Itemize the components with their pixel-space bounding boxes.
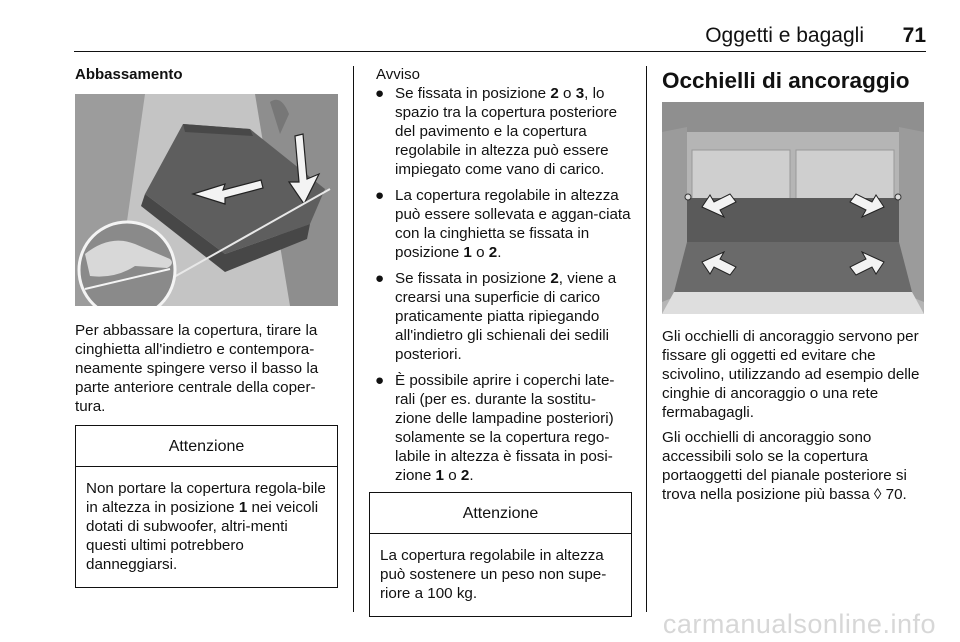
- notice-list: [369, 84, 632, 485]
- notice-label: Avviso: [376, 66, 420, 83]
- section-heading: Occhielli di ancoraggio: [662, 68, 910, 93]
- column-left: [75, 66, 338, 588]
- warning-heading: Attenzione: [370, 493, 631, 534]
- list-item: ● Se fissata in posizione 2, viene a crearsi una superficie di carico praticamente piatta ripiegando all'indietro gli schienali dei sedili posteriori.: [375, 270, 617, 363]
- warning-box: [369, 492, 632, 617]
- warning-box: [75, 425, 338, 588]
- anchor-eyes-description: Gli occhielli di ancoraggio servono per fissare gli oggetti ed evitare che scivolino, utilizzando ad esempio delle cinghie di ancoraggio o una rete fermabagagli.: [662, 328, 920, 421]
- page-reference[interactable]: ◊ 70: [873, 486, 903, 503]
- section-label: Abbassamento: [75, 66, 183, 83]
- column-middle: [369, 66, 632, 617]
- page-number: 71: [902, 24, 926, 47]
- warning-heading: Attenzione: [76, 426, 337, 467]
- list-item: ● Se fissata in posizione 2 o 3, lo spazio tra la copertura posteriore del pavimento e la copertura regolabile in altezza può essere impiegato come vano di carico.: [375, 85, 618, 178]
- cover-lowering-photo: [75, 94, 338, 306]
- warning-text: Non portare la copertura regola-bile in altezza in posizione 1 nei veicoli dotati di subwoofer, altri-menti questi ultimi potrebbero danneggiarsi.: [86, 480, 326, 573]
- header-rule: [74, 51, 926, 52]
- column-divider-1: [353, 66, 354, 612]
- page-header-title: Oggetti e bagagli: [705, 24, 864, 47]
- warning-text: La copertura regolabile in altezza può sostenere un peso non supe-riore a 100 kg.: [380, 547, 607, 602]
- lowering-instructions: Per abbassare la copertura, tirare la cinghietta all'indietro e contempora-neamente spingere verso il basso la parte anteriore centrale della coper-tura.: [75, 322, 319, 415]
- watermark: carmanualsonline.info: [662, 609, 936, 639]
- cover-lowering-illustration: [75, 94, 338, 306]
- list-item: ● È possibile aprire i coperchi late-rali (per es. durante la sostitu-zione delle lampadine posteriori) solamente se la copertura rego-labile in altezza è fissata in posi-zione 1 o 2.: [375, 372, 615, 484]
- list-item: ● La copertura regolabile in altezza può essere sollevata e aggan-ciata con la cinghietta se fissata in posizione 1 o 2.: [375, 187, 631, 261]
- column-right: [662, 66, 926, 504]
- cargo-anchor-illustration: [662, 102, 924, 314]
- anchor-eyes-access: Gli occhielli di ancoraggio sono accessibili solo se la copertura portaoggetti del pianale posteriore si trova nella posizione più bassa ◊ 70.: [662, 429, 907, 503]
- column-divider-2: [646, 66, 647, 612]
- anchor-eyes-photo: [662, 102, 924, 314]
